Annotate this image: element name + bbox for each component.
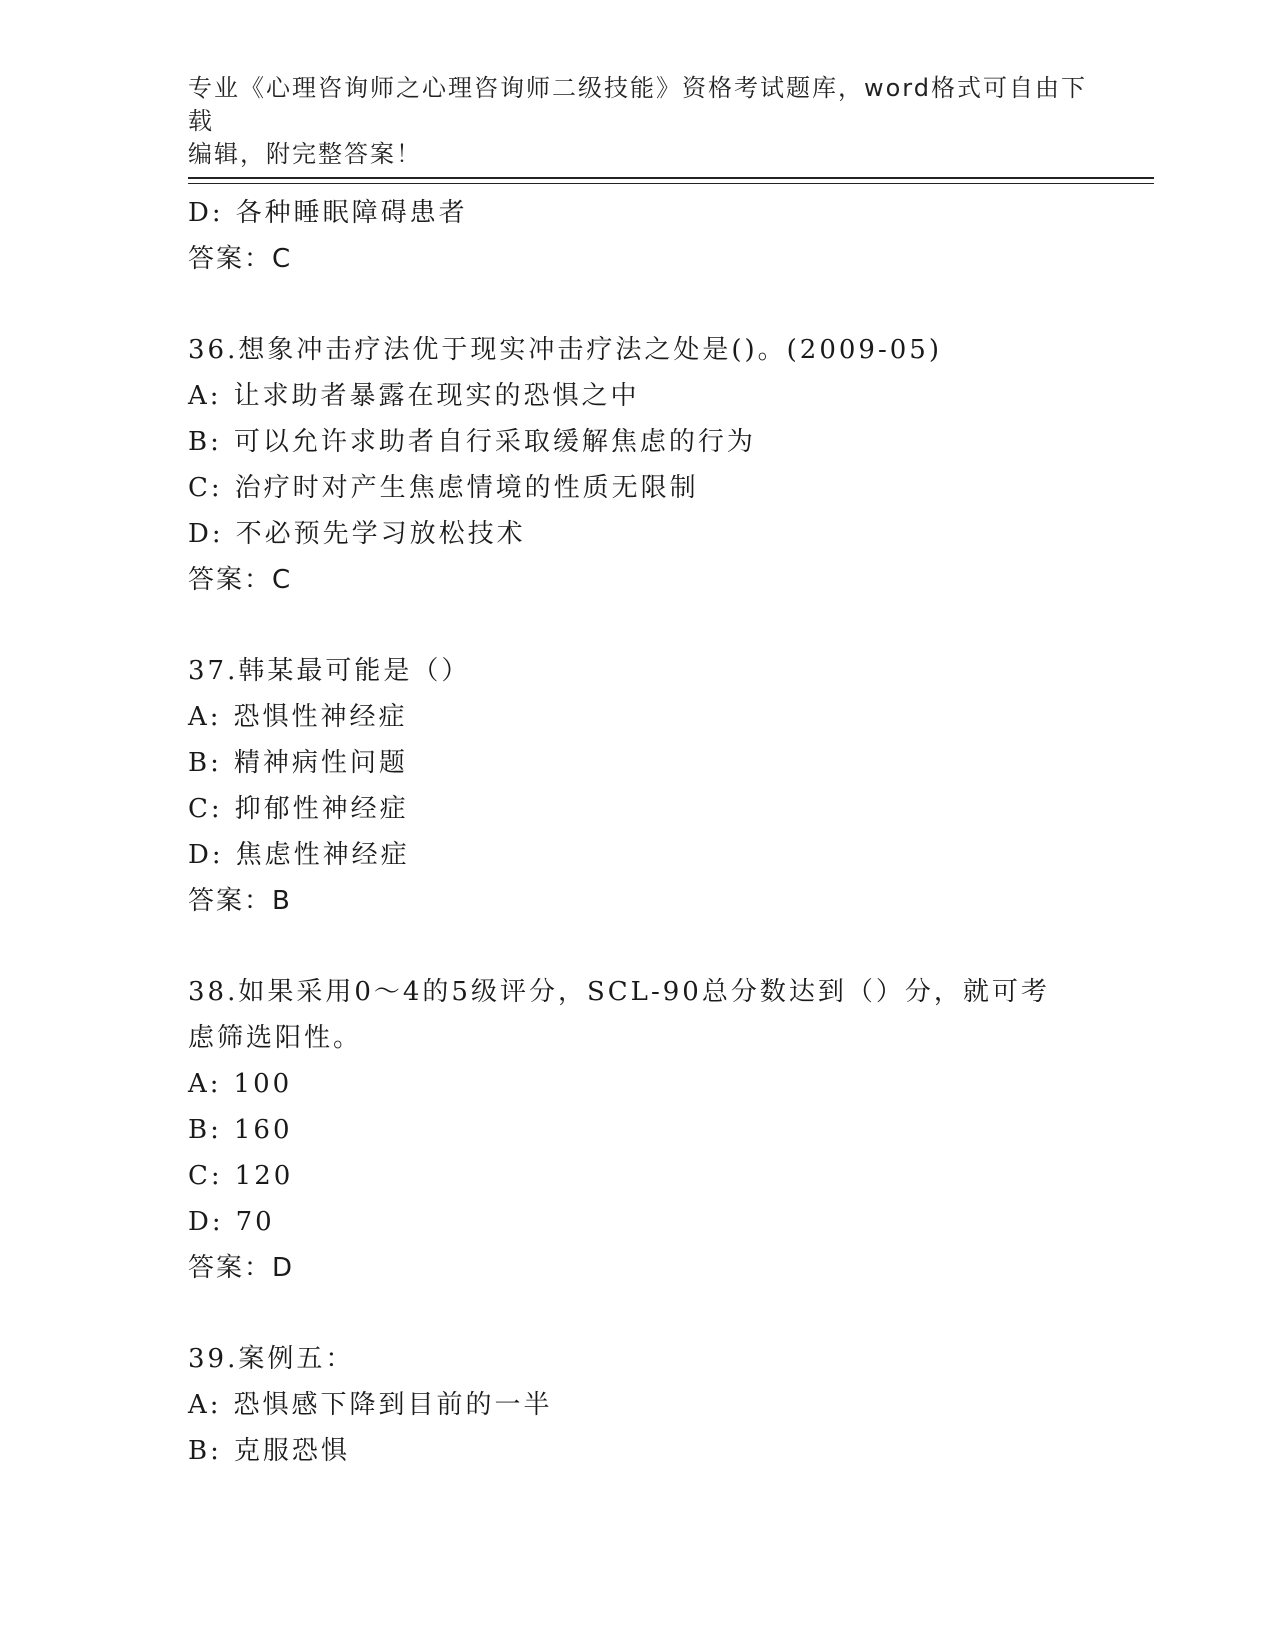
option-b xyxy=(188,1428,1148,1474)
question-stem: 39.案例五： xyxy=(188,1344,355,1374)
option-prefix: B: xyxy=(188,1436,222,1466)
question-stem: 36.想象冲击疗法优于现实冲击疗法之处是()。(2009-05) xyxy=(188,335,942,365)
header-line-2: 编辑，附完整答案！ xyxy=(188,140,422,168)
question-stem: 38.如果采用0～4的5级评分，SCL-90总分数达到（）分，就可考虑筛选阳性。 xyxy=(188,977,1050,1053)
option-text: 让求助者暴露在现实的恐惧之中 xyxy=(233,381,640,411)
option-c xyxy=(188,1153,1148,1199)
option-prefix: C: xyxy=(188,794,223,824)
answer-line: 答案：C xyxy=(188,565,293,595)
option-prefix: A: xyxy=(188,381,222,411)
option-d xyxy=(188,190,1148,236)
option-b xyxy=(188,740,1148,786)
header-line-1: 专业《心理咨询师之心理咨询师二级技能》资格考试题库，word格式可自由下载 xyxy=(188,74,1087,135)
option-text: 120 xyxy=(234,1161,294,1191)
option-prefix: A: xyxy=(188,1390,222,1420)
option-text: 不必预先学习放松技术 xyxy=(235,519,526,549)
question-block xyxy=(188,327,1148,603)
option-prefix: B: xyxy=(188,748,222,778)
option-c xyxy=(188,786,1148,832)
option-text: 焦虑性神经症 xyxy=(235,840,410,870)
question-block xyxy=(188,969,1148,1291)
option-prefix: C: xyxy=(188,1161,223,1191)
option-text: 恐惧性神经症 xyxy=(233,702,408,732)
option-text: 100 xyxy=(233,1069,293,1099)
option-b xyxy=(188,419,1148,465)
option-text: 恐惧感下降到目前的一半 xyxy=(233,1390,553,1420)
option-d xyxy=(188,832,1148,878)
option-prefix: C: xyxy=(188,473,223,503)
option-prefix: D: xyxy=(188,840,224,870)
option-text: 可以允许求助者自行采取缓解焦虑的行为 xyxy=(233,427,756,457)
option-text: 抑郁性神经症 xyxy=(234,794,409,824)
option-prefix: B: xyxy=(188,427,222,457)
option-prefix: D: xyxy=(188,1207,224,1237)
question-block xyxy=(188,648,1148,924)
option-text: 各种睡眠障碍患者 xyxy=(235,198,468,228)
option-a xyxy=(188,1061,1148,1107)
option-prefix: A: xyxy=(188,702,222,732)
option-prefix: B: xyxy=(188,1115,222,1145)
option-text: 160 xyxy=(233,1115,293,1145)
question-block xyxy=(188,190,1148,282)
question-list xyxy=(188,190,1148,1474)
answer-line: 答案：B xyxy=(188,886,292,916)
option-a xyxy=(188,694,1148,740)
page-header xyxy=(188,72,1088,171)
option-a xyxy=(188,1382,1148,1428)
answer-line: 答案：D xyxy=(188,1253,295,1283)
option-a xyxy=(188,373,1148,419)
option-text: 精神病性问题 xyxy=(233,748,408,778)
option-text: 70 xyxy=(235,1207,275,1237)
answer-line: 答案：C xyxy=(188,244,293,274)
question-stem: 37.韩某最可能是（） xyxy=(188,656,471,686)
header-divider xyxy=(188,177,1154,179)
option-text: 治疗时对产生焦虑情境的性质无限制 xyxy=(234,473,699,503)
question-block xyxy=(188,1336,1148,1474)
option-prefix: D: xyxy=(188,519,224,549)
option-d xyxy=(188,511,1148,557)
option-prefix: A: xyxy=(188,1069,222,1099)
option-text: 克服恐惧 xyxy=(233,1436,350,1466)
option-c xyxy=(188,465,1148,511)
option-d xyxy=(188,1199,1148,1245)
option-prefix: D: xyxy=(188,198,224,228)
option-b xyxy=(188,1107,1148,1153)
header-divider-thin xyxy=(188,183,1154,184)
